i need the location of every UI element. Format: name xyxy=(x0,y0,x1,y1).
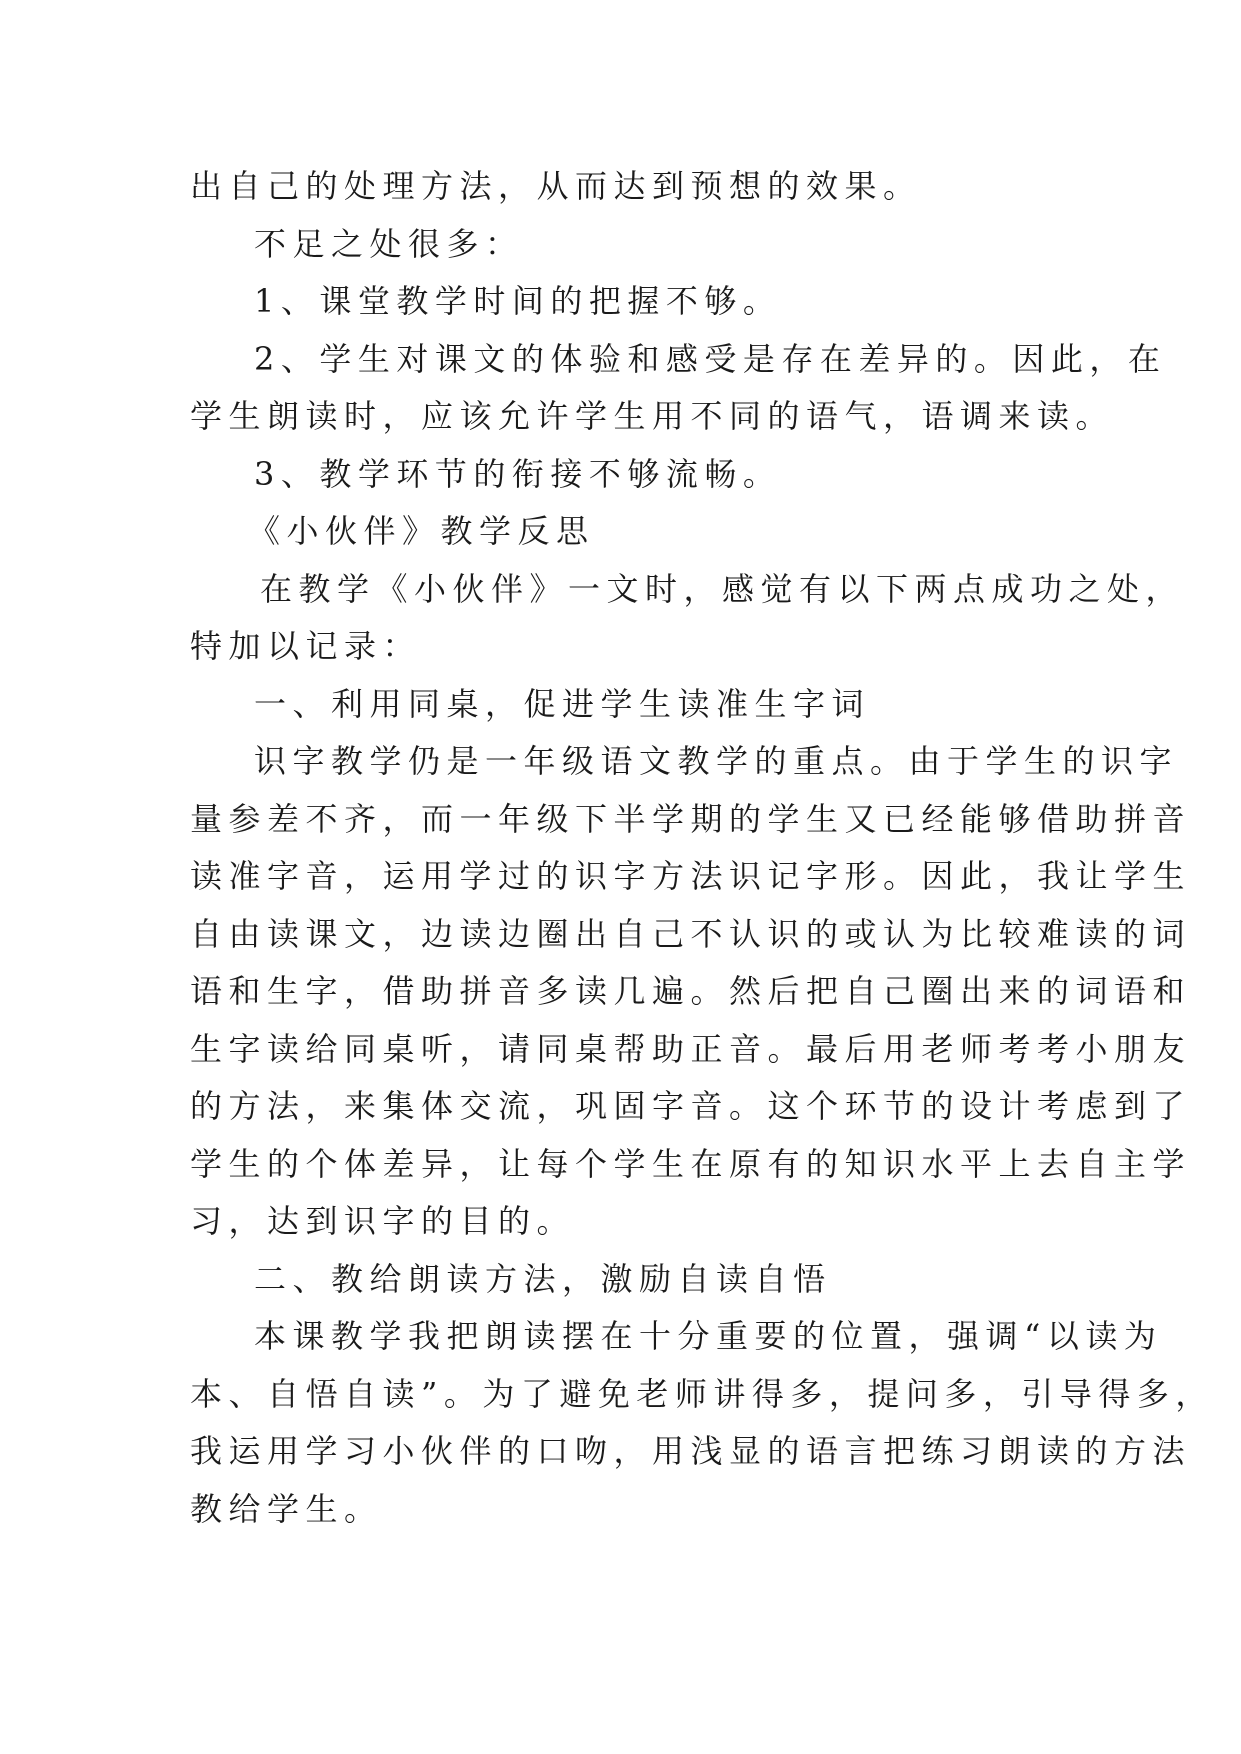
paragraph-line: 学生朗读时，应该允许学生用不同的语气，语调来读。 xyxy=(190,397,1115,435)
section-title: 《小伙伴》教学反思 xyxy=(248,512,595,550)
paragraph-line: 的方法，来集体交流，巩固字音。这个环节的设计考虑到了 xyxy=(190,1087,1192,1125)
paragraph-line: 量参差不齐，而一年级下半学期的学生又已经能够借助拼音 xyxy=(190,799,1192,838)
paragraph-line: 本、自悟自读”。为了避免老师讲得多，提问多，引导得多， xyxy=(190,1374,1214,1413)
paragraph-line: 我运用学习小伙伴的口吻，用浅显的语言把练习朗读的方法 xyxy=(190,1432,1192,1470)
paragraph-line: 生字读给同桌听，请同桌帮助正音。最后用老师考考小朋友 xyxy=(190,1029,1192,1068)
paragraph-line: 读准字音，运用学过的识字方法识记字形。因此，我让学生 xyxy=(190,857,1192,895)
section-heading: 一、利用同桌，促进学生读准生字词 xyxy=(254,684,871,723)
document-body xyxy=(190,158,1214,1538)
paragraph-line: 教给学生。 xyxy=(190,1489,383,1528)
paragraph-line: 特加以记录： xyxy=(190,627,422,665)
list-item: 2、学生对课文的体验和感受是存在差异的。因此，在 xyxy=(254,339,1167,378)
paragraph-line: 自由读课文，边读边圈出自己不认识的或认为比较难读的词 xyxy=(190,914,1192,953)
list-item: 1、课堂教学时间的把握不够。 xyxy=(254,282,782,320)
paragraph-line: 学生的个体差异，让每个学生在原有的知识水平上去自主学 xyxy=(190,1144,1192,1183)
paragraph-line: 出自己的处理方法，从而达到预想的效果。 xyxy=(190,167,922,205)
paragraph-line: 识字教学仍是一年级语文教学的重点。由于学生的识字 xyxy=(254,742,1179,780)
section-heading: 二、教给朗读方法，激励自读自悟 xyxy=(254,1259,832,1298)
paragraph-line: 语和生字，借助拼音多读几遍。然后把自己圈出来的词语和 xyxy=(190,972,1192,1010)
paragraph-line: 在教学《小伙伴》一文时，感觉有以下两点成功之处， xyxy=(260,569,1185,608)
list-item: 3、教学环节的衔接不够流畅。 xyxy=(254,454,782,493)
paragraph-line: 习，达到识字的目的。 xyxy=(190,1202,576,1240)
paragraph-line: 本课教学我把朗读摆在十分重要的位置，强调“以读为 xyxy=(254,1317,1163,1355)
paragraph-line: 不足之处很多： xyxy=(254,224,524,263)
